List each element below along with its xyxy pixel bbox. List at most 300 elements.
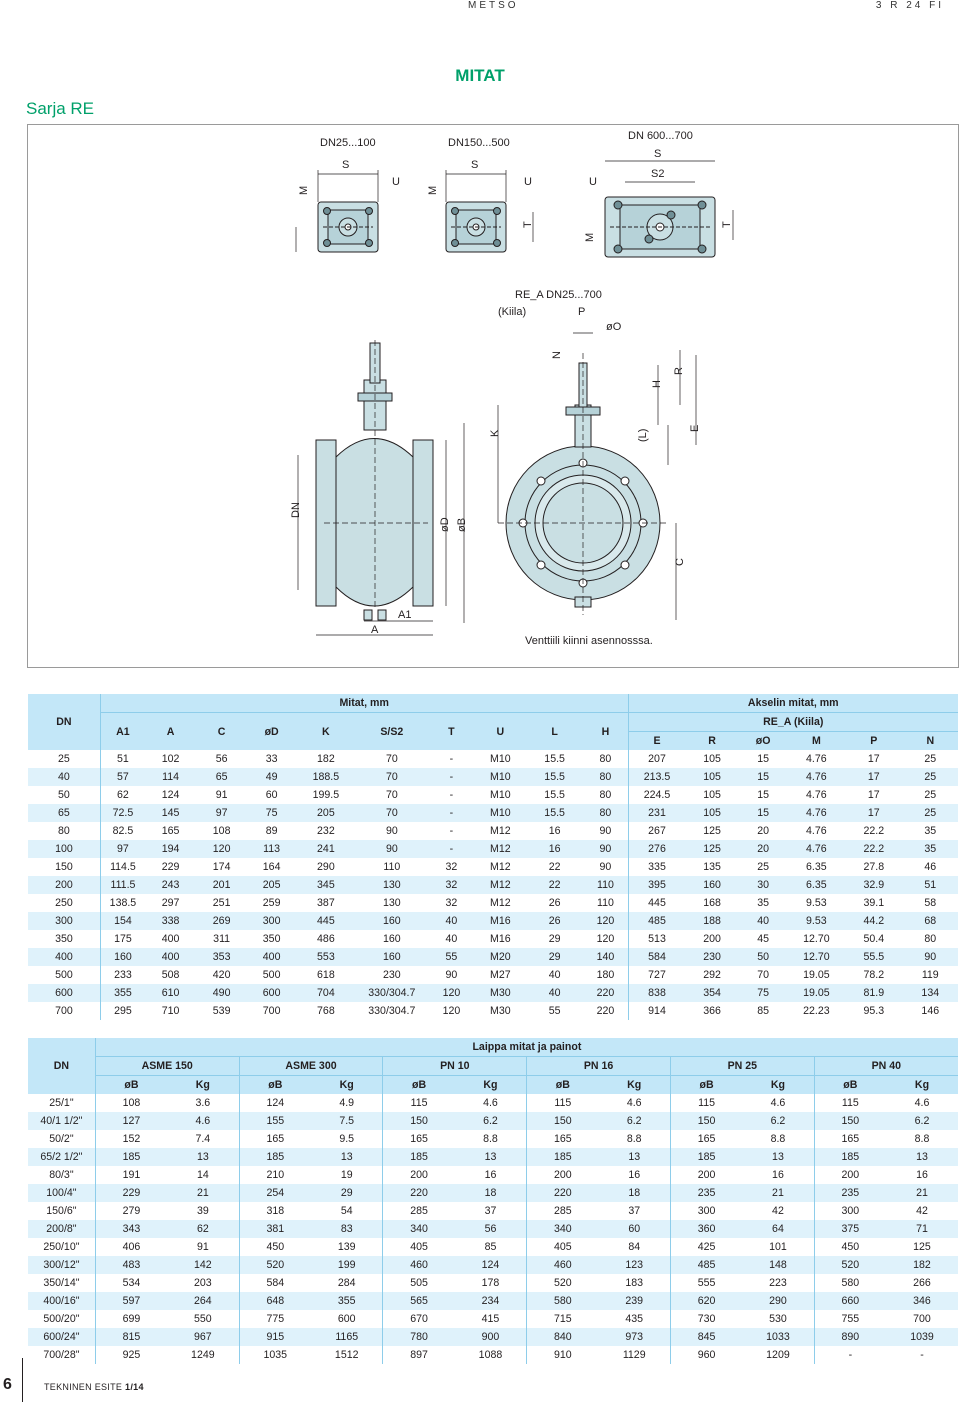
table-cell: 188 [685,912,738,930]
table-cell: 1249 [167,1346,239,1364]
table-cell: 114 [145,768,196,786]
table-cell: 355 [100,984,145,1002]
header-col: øB [383,1076,455,1095]
table-cell: 235 [670,1184,742,1202]
table-cell: M12 [475,876,526,894]
table-cell: 670 [383,1310,455,1328]
table-cell: 124 [455,1256,527,1274]
table-header-row [28,694,958,713]
table-cell: 4.6 [742,1094,814,1112]
table-cell: 75 [247,804,296,822]
table-cell: 105 [685,786,738,804]
table-cell: 1165 [311,1328,383,1346]
table-cell: 815 [95,1328,167,1346]
table-cell: 768 [296,1002,356,1020]
table-cell: 26 [526,894,583,912]
table-cell: 520 [239,1256,311,1274]
table-cell: 335 [628,858,685,876]
side-view-valve [298,340,464,635]
table-cell: 254 [239,1184,311,1202]
table-cell: 125 [685,840,738,858]
table-cell: 194 [145,840,196,858]
table-cell: 450 [814,1238,886,1256]
table-cell: 425 [670,1238,742,1256]
table-cell: 178 [455,1274,527,1292]
table-row [28,1346,958,1364]
label-s2-dim: S2 [651,168,665,180]
table-cell: 780 [383,1328,455,1346]
table-cell: 6.35 [788,876,845,894]
header-standard: PN 40 [814,1057,958,1076]
table-cell: 400 [145,948,196,966]
table-cell: 42 [886,1202,958,1220]
table-cell: 55 [526,1002,583,1020]
table-cell: 102 [145,750,196,768]
table-cell: 387 [296,894,356,912]
table-cell: 340 [527,1220,599,1238]
table-cell: 90 [356,840,428,858]
table-cell: 51 [903,876,958,894]
table-cell: 233 [100,966,145,984]
header-col: H [583,713,628,751]
table-cell: 40 [526,966,583,984]
table-cell: 40 [428,930,475,948]
table-row [28,948,958,966]
table-cell: 46 [903,858,958,876]
table-cell: 25 [903,768,958,786]
table-cell: 699 [95,1310,167,1328]
table-cell: 50 [739,948,788,966]
table-cell: 108 [95,1094,167,1112]
table-cell: 3.6 [167,1094,239,1112]
table-cell: 250 [28,894,100,912]
table-cell: 110 [583,894,628,912]
table-cell: 57 [100,768,145,786]
table-header-row [28,713,958,732]
series-title: Sarja RE [26,99,95,118]
table-cell: 300 [28,912,100,930]
table-cell: 445 [628,894,685,912]
header-col: A [145,713,196,751]
table-row [28,1094,958,1112]
table-cell: 56 [196,750,247,768]
table-row [28,1310,958,1328]
table-cell: - [428,822,475,840]
table-cell: 150/6" [28,1202,95,1220]
table-cell: 70 [356,768,428,786]
table-cell: 16 [526,822,583,840]
table-cell: 13 [599,1148,671,1166]
table-cell: 80 [583,786,628,804]
table-cell: 90 [583,840,628,858]
table-cell: 32 [428,858,475,876]
table-row [28,1274,958,1292]
table-cell: 6.2 [599,1112,671,1130]
table-cell: 285 [527,1202,599,1220]
table-cell: 50.4 [845,930,902,948]
table-cell: 700 [247,1002,296,1020]
table-cell: 182 [296,750,356,768]
table-cell: 4.6 [599,1094,671,1112]
table-cell: 235 [814,1184,886,1202]
header-col: E [628,732,685,751]
table-cell: 105 [685,804,738,822]
table-cell: 124 [239,1094,311,1112]
table-cell: 295 [100,1002,145,1020]
table-cell: 19 [311,1166,383,1184]
header-standard: PN 16 [527,1057,671,1076]
table-header-row [28,1057,958,1076]
table-cell: 660 [814,1292,886,1310]
table-cell: 165 [239,1130,311,1148]
table-cell: M12 [475,858,526,876]
table-cell: 300 [247,912,296,930]
table-cell: 160 [685,876,738,894]
table-cell: 838 [628,984,685,1002]
table-cell: 15.5 [526,786,583,804]
table-cell: 25 [903,786,958,804]
table-cell: 140 [583,948,628,966]
table-cell: 967 [167,1328,239,1346]
table-cell: 435 [599,1310,671,1328]
table-cell: M12 [475,894,526,912]
table-cell: 730 [670,1310,742,1328]
table-cell: M12 [475,822,526,840]
table-row [28,1130,958,1148]
table-cell: 534 [95,1274,167,1292]
table-cell: M20 [475,948,526,966]
table-cell: 15 [739,750,788,768]
table-cell: 40 [28,768,100,786]
table-cell: 16 [455,1166,527,1184]
table-cell: 700/28" [28,1346,95,1364]
label-n: N [551,351,563,359]
table-cell: 241 [296,840,356,858]
table-cell: 42 [742,1202,814,1220]
table-cell: 1033 [742,1328,814,1346]
table-cell: 185 [527,1148,599,1166]
table-cell: 180 [583,966,628,984]
table-cell: 276 [628,840,685,858]
table-cell: 400/16" [28,1292,95,1310]
label-c: C [674,558,686,566]
table-cell: 405 [383,1238,455,1256]
table-row [28,858,958,876]
table-cell: 125 [886,1238,958,1256]
table-cell: 4.76 [788,768,845,786]
table-cell: 120 [583,912,628,930]
table-cell: 200 [685,930,738,948]
label-dn600-700: DN 600...700 [628,130,693,142]
table-cell: 16 [599,1166,671,1184]
table-cell: 70 [356,750,428,768]
table-cell: 960 [670,1346,742,1364]
table-cell: 70 [739,966,788,984]
table-cell: 183 [599,1274,671,1292]
table-cell: 27.8 [845,858,902,876]
table-cell: 139 [311,1238,383,1256]
table-cell: 330/304.7 [356,1002,428,1020]
table-cell: 400 [247,948,296,966]
table-cell: 9.53 [788,894,845,912]
table-cell: 4.9 [311,1094,383,1112]
table-cell: 405 [527,1238,599,1256]
flange-table [28,1038,958,1364]
table-cell: - [814,1346,886,1364]
table-cell: 13 [742,1148,814,1166]
header-col: Kg [742,1076,814,1095]
table-cell: 22.2 [845,822,902,840]
table-cell: 243 [145,876,196,894]
table-cell: 500/20" [28,1310,95,1328]
table-cell: 80/3" [28,1166,95,1184]
table-cell: 483 [95,1256,167,1274]
table-cell: 25 [28,750,100,768]
table-cell: 90 [428,966,475,984]
table-row [28,984,958,1002]
table-cell: 68 [903,912,958,930]
table-cell: 100/4" [28,1184,95,1202]
table-cell: 900 [455,1328,527,1346]
header-col: øB [814,1076,886,1095]
table-cell: 269 [196,912,247,930]
table-cell: 700 [886,1310,958,1328]
table-cell: 90 [583,822,628,840]
table-cell: 188.5 [296,768,356,786]
table-cell: - [428,768,475,786]
table-cell: 231 [628,804,685,822]
table-cell: 300/12" [28,1256,95,1274]
table-cell: 70 [356,804,428,822]
table-cell: 15.5 [526,804,583,822]
table-cell: 13 [311,1148,383,1166]
table-cell: 715 [527,1310,599,1328]
header-col: Kg [886,1076,958,1095]
header-col: øB [95,1076,167,1095]
table-cell: 199 [311,1256,383,1274]
table-cell: 113 [247,840,296,858]
table-cell: 330/304.7 [356,984,428,1002]
table-row [28,930,958,948]
header-col: øD [247,713,296,751]
table-cell: 239 [599,1292,671,1310]
label-key-title: RE_A DN25...700 [515,289,602,301]
label-a: A [371,624,379,636]
table-cell: 400 [28,948,100,966]
table-cell: 845 [670,1328,742,1346]
table-cell: 360 [670,1220,742,1238]
table-cell: 297 [145,894,196,912]
label-u2: U [524,176,532,188]
table-cell: 80 [903,930,958,948]
table-cell: 285 [383,1202,455,1220]
label-u3: U [589,176,597,188]
table-cell: 55.5 [845,948,902,966]
table-cell: 345 [296,876,356,894]
table-cell: 4.76 [788,804,845,822]
header-col: C [196,713,247,751]
table-cell: 182 [886,1256,958,1274]
table-cell: 127 [95,1112,167,1130]
table-cell: M12 [475,840,526,858]
table-cell: 185 [383,1148,455,1166]
table-cell: 37 [455,1202,527,1220]
table-cell: 55 [428,948,475,966]
table-row [28,966,958,984]
table-cell: 318 [239,1202,311,1220]
table-cell: 25 [903,804,958,822]
table-cell: 550 [167,1310,239,1328]
table-cell: 81.9 [845,984,902,1002]
table-cell: 54 [311,1202,383,1220]
table-cell: 200 [670,1166,742,1184]
header-col: R [685,732,738,751]
table-cell: 15.5 [526,768,583,786]
table-cell: 58 [903,894,958,912]
header-brand: METSO [468,0,519,11]
table-cell: 4.6 [455,1094,527,1112]
table-cell: 8.8 [455,1130,527,1148]
table-cell: 44.2 [845,912,902,930]
table-cell: 50/2" [28,1130,95,1148]
table-cell: 205 [296,804,356,822]
label-dn: DN [290,502,302,518]
table-cell: 22.23 [788,1002,845,1020]
table-row [28,1002,958,1020]
table-cell: 160 [100,948,145,966]
label-p: P [578,306,586,318]
header-standard: ASME 150 [95,1057,239,1076]
table-cell: 250/10" [28,1238,95,1256]
table-cell: 520 [527,1274,599,1292]
table-cell: 1039 [886,1328,958,1346]
table-cell: 51 [100,750,145,768]
label-r: R [673,367,685,375]
table-cell: 600 [311,1310,383,1328]
label-l: (L) [637,428,649,442]
table-cell: 340 [383,1220,455,1238]
table-cell: 32 [428,876,475,894]
table-cell: 62 [167,1220,239,1238]
table-cell: 6.2 [886,1112,958,1130]
table-cell: 105 [685,768,738,786]
header-col: øO [739,732,788,751]
table-cell: 19.05 [788,984,845,1002]
table-cell: 12.70 [788,948,845,966]
table-cell: 485 [670,1256,742,1274]
table-cell: 530 [742,1310,814,1328]
table-cell: 175 [100,930,145,948]
table-cell: 450 [239,1238,311,1256]
table-cell: 120 [428,984,475,1002]
header-col: Kg [455,1076,527,1095]
table-cell: 9.5 [311,1130,383,1148]
table-cell: 125 [685,822,738,840]
table-cell: 580 [814,1274,886,1292]
footer-doc-name: TEKNINEN ESITE [44,1382,123,1392]
table-cell: 80 [583,768,628,786]
table-cell: M27 [475,966,526,984]
header-group-akseli: Akselin mitat, mm [628,694,958,713]
table-cell: 200 [28,876,100,894]
table-cell: 350 [28,930,100,948]
label-m2: M [427,185,439,195]
table-cell: 4.76 [788,786,845,804]
table-cell: M16 [475,912,526,930]
table-cell: 200/8" [28,1220,95,1238]
table-cell: 311 [196,930,247,948]
label-s1: S [342,159,350,171]
table-cell: 17 [845,786,902,804]
table-cell: 124 [145,786,196,804]
top-view-small [296,170,378,252]
table-cell: 164 [247,858,296,876]
table-cell: 284 [311,1274,383,1292]
label-s2: S [471,159,479,171]
table-cell: 148 [742,1256,814,1274]
table-cell: 8.8 [742,1130,814,1148]
table-row [28,1256,958,1274]
header-col: P [845,732,902,751]
table-cell: 346 [886,1292,958,1310]
table-cell: 234 [455,1292,527,1310]
table-cell: 366 [685,1002,738,1020]
table-cell: 191 [95,1166,167,1184]
table-cell: 123 [599,1256,671,1274]
table-cell: 95.3 [845,1002,902,1020]
table-cell: 115 [383,1094,455,1112]
table-cell: 85 [455,1238,527,1256]
table-cell: 97 [196,804,247,822]
page-number: 6 [3,1376,12,1393]
table-cell: 101 [742,1238,814,1256]
table-cell: - [428,804,475,822]
table-cell: 160 [356,912,428,930]
table-cell: 375 [814,1220,886,1238]
header-col: N [903,732,958,751]
table-cell: 290 [742,1292,814,1310]
header-col: øB [239,1076,311,1095]
table-cell: 200 [814,1166,886,1184]
table-cell: 338 [145,912,196,930]
table-cell: 343 [95,1220,167,1238]
table-cell: 648 [239,1292,311,1310]
table-cell: 381 [239,1220,311,1238]
table-cell: 70 [356,786,428,804]
table-cell: 80 [583,750,628,768]
table-cell: 279 [95,1202,167,1220]
table-cell: 290 [296,858,356,876]
table-cell: 232 [296,822,356,840]
table-cell: 90 [903,948,958,966]
header-col: M [788,732,845,751]
table-cell: 15 [739,804,788,822]
table-cell: 12.70 [788,930,845,948]
table-cell: 49 [247,768,296,786]
table-cell: 65/2 1/2" [28,1148,95,1166]
table-cell: 205 [247,876,296,894]
table-cell: 620 [670,1292,742,1310]
table-cell: 22 [526,858,583,876]
table-cell: 199.5 [296,786,356,804]
table-cell: 9.53 [788,912,845,930]
table-cell: 840 [527,1328,599,1346]
header-col: øB [670,1076,742,1095]
table-cell: 230 [685,948,738,966]
footer-doc [44,1382,144,1392]
table-cell: 120 [196,840,247,858]
header-col: Kg [167,1076,239,1095]
